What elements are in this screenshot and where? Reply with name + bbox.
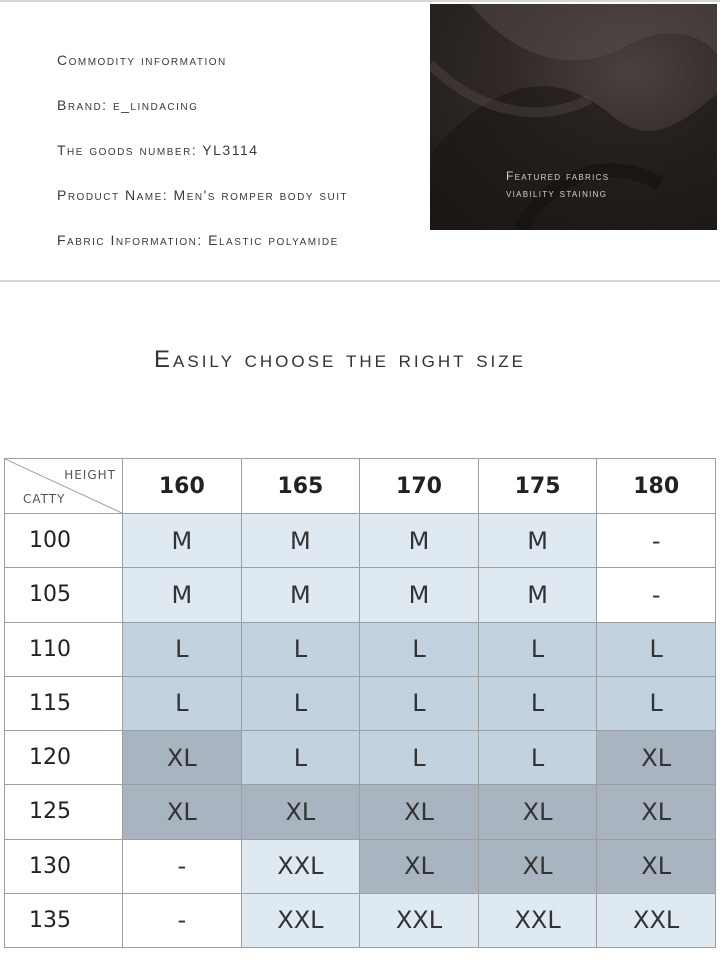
size-cell: M	[478, 568, 597, 622]
weight-label: 130	[5, 839, 123, 893]
size-cell: XL	[360, 839, 479, 893]
commodity-info-heading: Commodity information	[57, 52, 227, 68]
height-header-170: 170	[360, 459, 479, 514]
size-cell: XL	[241, 785, 360, 839]
size-cell: L	[123, 676, 242, 730]
size-cell: L	[478, 622, 597, 676]
size-cell: XXL	[241, 839, 360, 893]
size-cell: L	[360, 731, 479, 785]
weight-label: 135	[5, 893, 123, 947]
fabric-caption	[506, 168, 609, 202]
size-cell: L	[478, 731, 597, 785]
size-row-130	[5, 839, 716, 893]
weight-label: 115	[5, 676, 123, 730]
size-row-105	[5, 568, 716, 622]
size-cell: L	[360, 676, 479, 730]
size-row-120	[5, 731, 716, 785]
size-cell: XL	[478, 785, 597, 839]
size-cell: L	[241, 676, 360, 730]
size-cell: XL	[597, 839, 716, 893]
size-row-135	[5, 893, 716, 947]
size-cell: XXL	[360, 893, 479, 947]
size-cell: M	[478, 514, 597, 568]
fabric-caption-line2: viability staining	[506, 186, 608, 200]
size-cell: L	[478, 676, 597, 730]
size-cell: XL	[123, 731, 242, 785]
size-row-110	[5, 622, 716, 676]
brand-line: Brand: e_lindacing	[57, 97, 199, 113]
weight-label: 100	[5, 514, 123, 568]
height-header-160: 160	[123, 459, 242, 514]
size-cell: XXL	[478, 893, 597, 947]
size-cell: L	[597, 676, 716, 730]
size-chart-corner-cell	[5, 459, 123, 514]
size-section-title: Easily choose the right size	[154, 346, 526, 373]
size-cell: M	[123, 514, 242, 568]
corner-height-label: HEIGHT	[64, 468, 116, 482]
weight-label: 120	[5, 731, 123, 785]
size-chart-header-row	[5, 459, 716, 514]
weight-label: 110	[5, 622, 123, 676]
size-cell: -	[597, 514, 716, 568]
size-cell: M	[241, 568, 360, 622]
size-cell: -	[123, 839, 242, 893]
size-cell: L	[123, 622, 242, 676]
size-cell: L	[597, 622, 716, 676]
top-divider	[0, 0, 720, 2]
weight-label: 105	[5, 568, 123, 622]
size-row-100	[5, 514, 716, 568]
size-cell: XXL	[597, 893, 716, 947]
size-cell: M	[123, 568, 242, 622]
height-header-175: 175	[478, 459, 597, 514]
weight-label: 125	[5, 785, 123, 839]
size-cell: XL	[478, 839, 597, 893]
size-cell: L	[241, 731, 360, 785]
goods-number-line: The goods number: YL3114	[57, 142, 259, 158]
size-cell: M	[360, 568, 479, 622]
size-cell: XL	[597, 785, 716, 839]
size-cell: L	[360, 622, 479, 676]
size-cell: M	[360, 514, 479, 568]
product-name-line: Product Name: Men's romper body suit	[57, 187, 349, 203]
commodity-info-panel	[0, 0, 720, 280]
corner-catty-label: CATTY	[23, 492, 66, 506]
fabric-photo	[430, 4, 717, 230]
size-cell: XL	[597, 731, 716, 785]
size-cell: XXL	[241, 893, 360, 947]
size-row-125	[5, 785, 716, 839]
size-cell: -	[597, 568, 716, 622]
size-row-115	[5, 676, 716, 730]
fabric-info-line: Fabric Information: Elastic polyamide	[57, 232, 339, 248]
size-cell: XL	[360, 785, 479, 839]
section-divider	[0, 280, 720, 282]
height-header-165: 165	[241, 459, 360, 514]
height-header-180: 180	[597, 459, 716, 514]
size-cell: M	[241, 514, 360, 568]
size-cell: XL	[123, 785, 242, 839]
size-cell: -	[123, 893, 242, 947]
size-chart-table	[4, 458, 716, 948]
fabric-caption-line1: Featured fabrics	[506, 169, 610, 183]
size-cell: L	[241, 622, 360, 676]
